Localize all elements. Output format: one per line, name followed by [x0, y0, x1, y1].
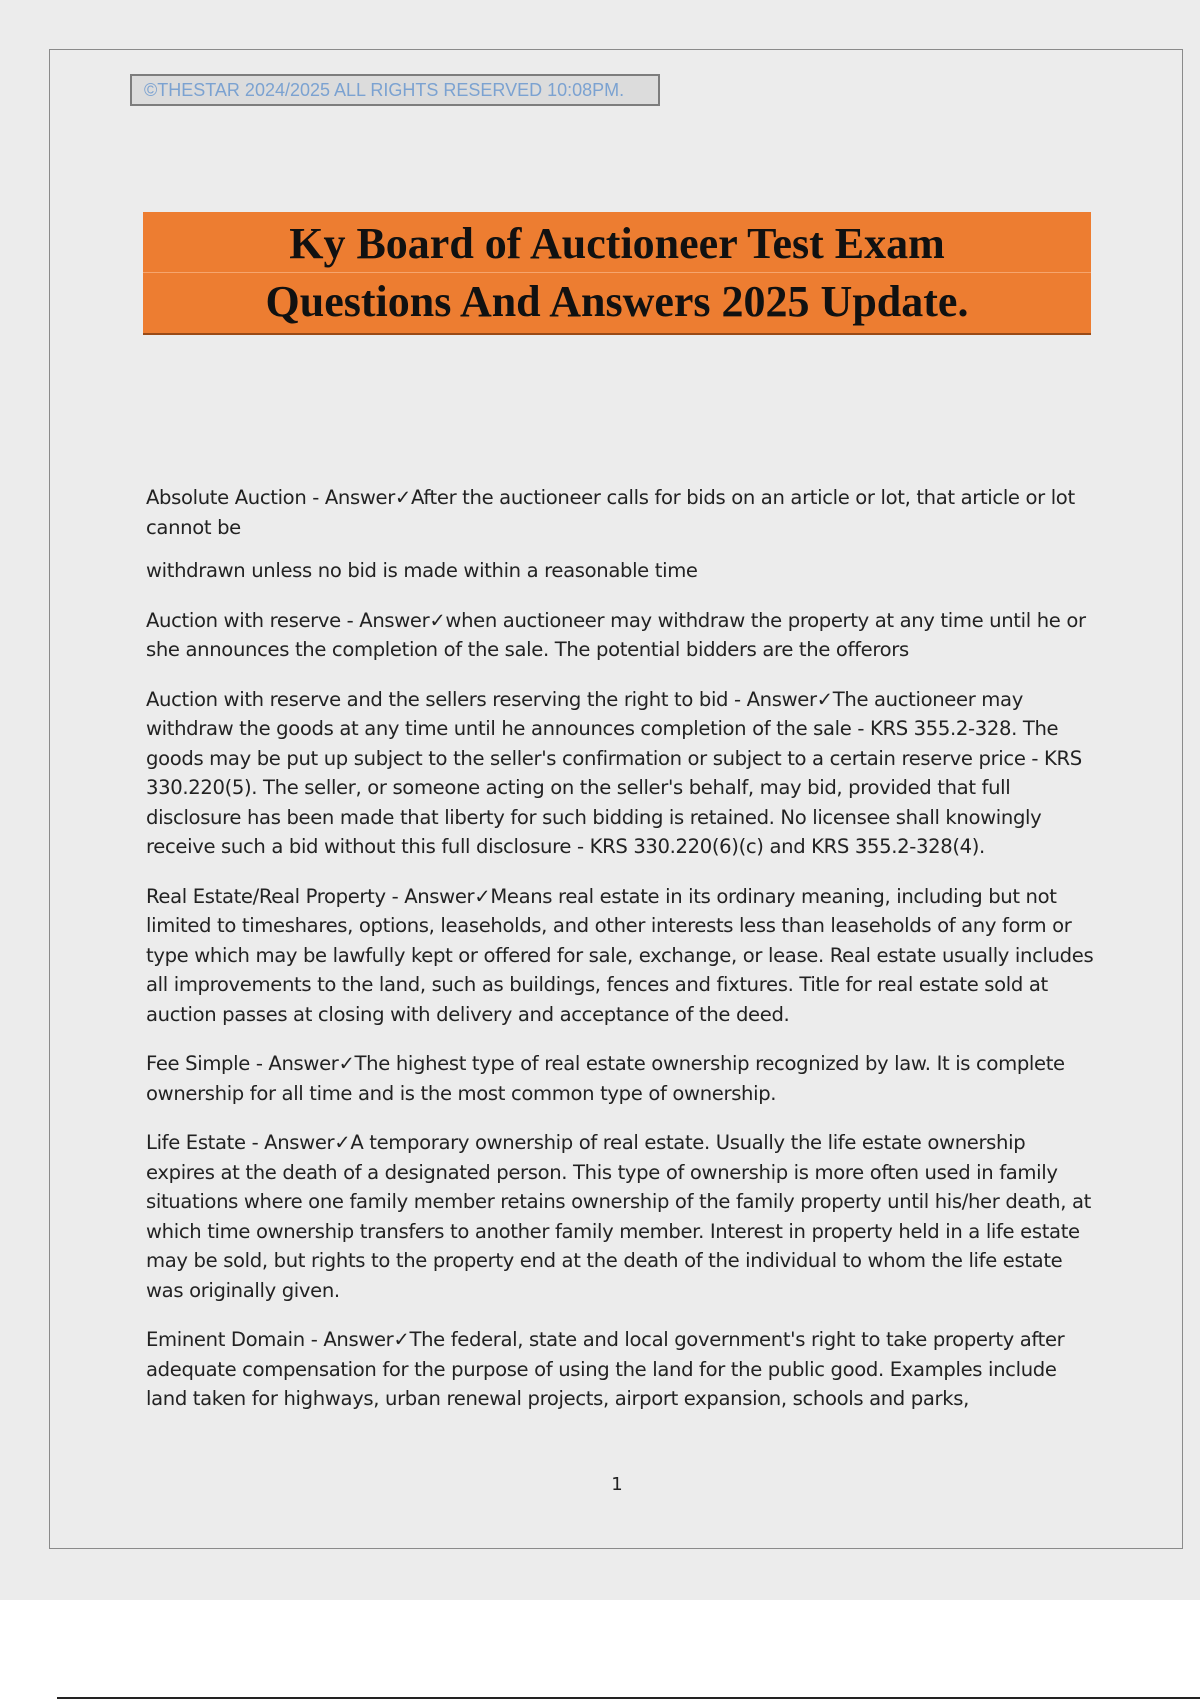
copyright-watermark: ©THESTAR 2024/2025 ALL RIGHTS RESERVED 10:08PM.	[130, 74, 660, 106]
qa-entry-life-estate: Life Estate - Answer✓A temporary ownership of real estate. Usually the life estate ownership expires at the death of a designated person. This type of ownership is more often used in family situations where one family member retains ownership of the family property until his/her death, at which time ownership transfers to another family member. Interest in property held in a life estate may be sold, but rights to the property end at the death of the individual to whom the life estate was originally given.	[146, 1131, 1091, 1302]
page-number: 1	[611, 1474, 623, 1495]
footer-divider	[57, 1697, 1200, 1699]
qa-entry-absolute-auction-continued: withdrawn unless no bid is made within a reasonable time	[146, 559, 698, 582]
title-banner	[143, 212, 1091, 335]
qa-entry-absolute-auction: Absolute Auction - Answer✓After the auctioneer calls for bids on an article or lot, that article or lot cannot be	[146, 486, 1075, 539]
page-title-line-2: Questions And Answers 2025 Update.	[265, 277, 969, 326]
title-divider	[143, 272, 1091, 273]
page-title-line-1: Ky Board of Auctioneer Test Exam	[289, 219, 945, 268]
qa-content	[146, 483, 1096, 1434]
qa-entry-auction-with-reserve: Auction with reserve - Answer✓when auctioneer may withdraw the property at any time until he or she announces the completion of the sale. The potential bidders are the offerors	[146, 608, 1086, 661]
qa-entry-real-estate: Real Estate/Real Property - Answer✓Means real estate in its ordinary meaning, including but not limited to timeshares, options, leaseholds, and other interests less than leaseholds of any form or type which may be lawfully kept or offered for sale, exchange, or lease. Real estate usually includes all improvements to the land, such as buildings, fences and fixtures. Title for real estate sold at auction passes at closing with delivery and acceptance of the deed.	[146, 884, 1094, 1026]
qa-entry-eminent-domain: Eminent Domain - Answer✓The federal, state and local government's right to take property after adequate compensation for the purpose of using the land for the public good. Examples include land taken for highways, urban renewal projects, airport expansion, schools and parks,	[146, 1328, 1065, 1410]
qa-entry-auction-with-reserve-seller-bid: Auction with reserve and the sellers reserving the right to bid - Answer✓The auctioneer may withdraw the goods at any time until he announces completion of the sale - KRS 355.2-328. The goods may be put up subject to the seller's confirmation or subject to a certain reserve price - KRS 330.220(5). The seller, or someone acting on the seller's behalf, may bid, provided that full disclosure has been made that liberty for such bidding is retained. No licensee shall knowingly receive such a bid without this full disclosure - KRS 330.220(6)(c) and KRS 355.2-328(4).	[146, 687, 1082, 858]
qa-entry-fee-simple: Fee Simple - Answer✓The highest type of real estate ownership recognized by law. It is complete ownership for all time and is the most common type of ownership.	[146, 1052, 1065, 1105]
